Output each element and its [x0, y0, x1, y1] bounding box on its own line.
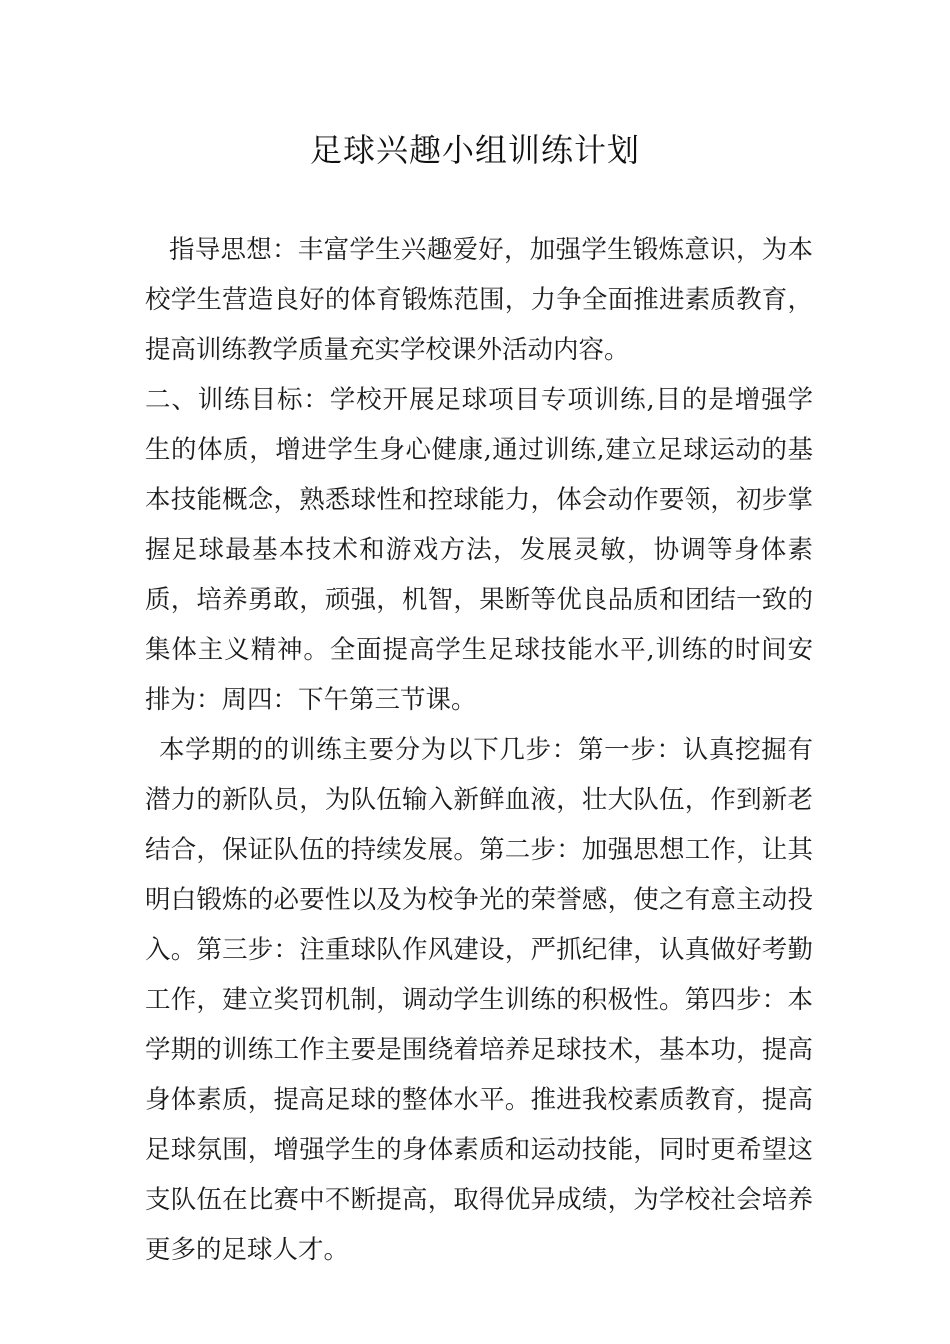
paragraph-guiding-ideology: 指导思想：丰富学生兴趣爱好，加强学生锻炼意识，为本校学生营造良好的体育锻炼范围，力争全面推进素质教育，提高训练教学质量充实学校课外活动内容。: [145, 235, 813, 365]
paragraph-training-steps: 本学期的的训练主要分为以下几步：第一步：认真挖掘有潜力的新队员，为队伍输入新鲜血液，壮大队伍，作到新老结合，保证队伍的持续发展。第二步：加强思想工作，让其明白锻炼的必要性以及为校争光的荣誉感，使之有意主动投入。第三步：注重球队作风建设，严抓纪律，认真做好考勤工作，建立奖罚机制，调动学生训练的积极性。第四步：本学期的训练工作主要是围绕着培养足球技术，基本功，提高身体素质，提高足球的整体水平。推进我校素质教育，提高足球氛围，增强学生的身体素质和运动技能，同时更希望这支队伍在比赛中不断提高，取得优异成绩，为学校社会培养更多的足球人才。: [145, 735, 813, 1265]
paragraph-training-goals: 二、训练目标：学校开展足球项目专项训练,目的是增强学生的体质，增进学生身心健康,通过训练,建立足球运动的基本技能概念，熟悉球性和控球能力，体会动作要领，初步掌握足球最基本技术和游戏方法，发展灵敏，协调等身体素质，培养勇敢，顽强，机智，果断等优良品质和团结一致的集体主义精神。全面提高学生足球技能水平,训练的时间安排为：周四：下午第三节课。: [145, 385, 813, 715]
document-body: [145, 225, 813, 1275]
document-title: 足球兴趣小组训练计划: [309, 131, 640, 169]
